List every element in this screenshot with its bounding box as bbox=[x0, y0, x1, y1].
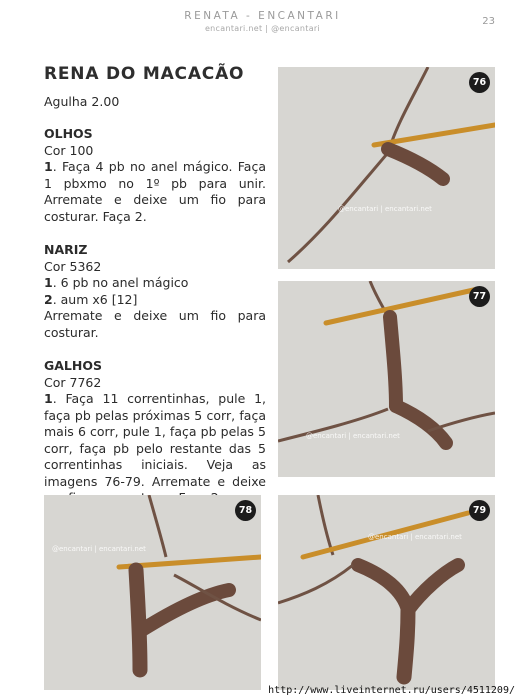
crochet-photo-illustration bbox=[278, 495, 495, 690]
instruction-step: 1. 6 pb no anel mágico bbox=[44, 275, 189, 290]
yarn-color: Cor 7762 bbox=[44, 374, 102, 390]
brand-subtitle: encantari.net | @encantari bbox=[204, 24, 321, 33]
crochet-photo-illustration bbox=[278, 281, 495, 477]
section-heading: GALHOS bbox=[44, 358, 102, 373]
instruction-step: 1. Faça 4 pb no anel mágico. Faça 1 pbxmo no 1º pb para unir. Arremate e deixe um fio para costurar. Faça 2. bbox=[44, 159, 266, 224]
section-heading: OLHOS bbox=[44, 126, 93, 141]
crochet-photo-illustration bbox=[44, 495, 261, 690]
section-olhos bbox=[44, 126, 266, 225]
photo-step-77 bbox=[278, 281, 495, 477]
watermark: @encantari | encantari.net bbox=[306, 432, 400, 440]
photo-step-76 bbox=[278, 67, 495, 269]
section-galhos bbox=[44, 358, 266, 507]
watermark: @encantari | encantari.net bbox=[368, 533, 462, 541]
page-header bbox=[0, 10, 525, 33]
instruction-step: 2. aum x6 [12] bbox=[44, 291, 138, 307]
needle-size: Agulha 2.00 bbox=[44, 94, 120, 109]
yarn-color: Cor 100 bbox=[44, 142, 94, 158]
section-heading: NARIZ bbox=[44, 242, 88, 257]
brand-name: RENATA - ENCANTARI bbox=[184, 10, 341, 22]
section-nariz bbox=[44, 242, 266, 341]
watermark: @encantari | encantari.net bbox=[338, 205, 432, 213]
step-badge: 78 bbox=[235, 500, 256, 521]
page-number: 23 bbox=[482, 16, 495, 27]
pattern-text bbox=[44, 64, 266, 507]
step-badge: 76 bbox=[469, 72, 490, 93]
instruction-step: 1. Faça 11 correntinhas, pule 1, faça pb pelas próximas 5 corr, faça mais 6 corr, pule 1, faça pb pelas 5 corr, faça pb pelo restante das 5 correntinhas iniciais. Veja as imagens 76-79. Arremate e deixe bbox=[44, 391, 266, 489]
watermark: @encantari | encantari.net bbox=[52, 545, 146, 553]
crochet-photo-illustration bbox=[278, 67, 495, 269]
photo-step-78 bbox=[44, 495, 261, 690]
instruction-closing: Arremate e deixe um fio para costurar. bbox=[44, 308, 266, 340]
step-badge: 79 bbox=[469, 500, 490, 521]
yarn-color: Cor 5362 bbox=[44, 258, 102, 274]
step-badge: 77 bbox=[469, 286, 490, 307]
photo-step-79 bbox=[278, 495, 495, 690]
page-title: RENA DO MACACÃO bbox=[44, 64, 245, 84]
footer-url: http://www.liveinternet.ru/users/4511209/ bbox=[268, 685, 515, 696]
